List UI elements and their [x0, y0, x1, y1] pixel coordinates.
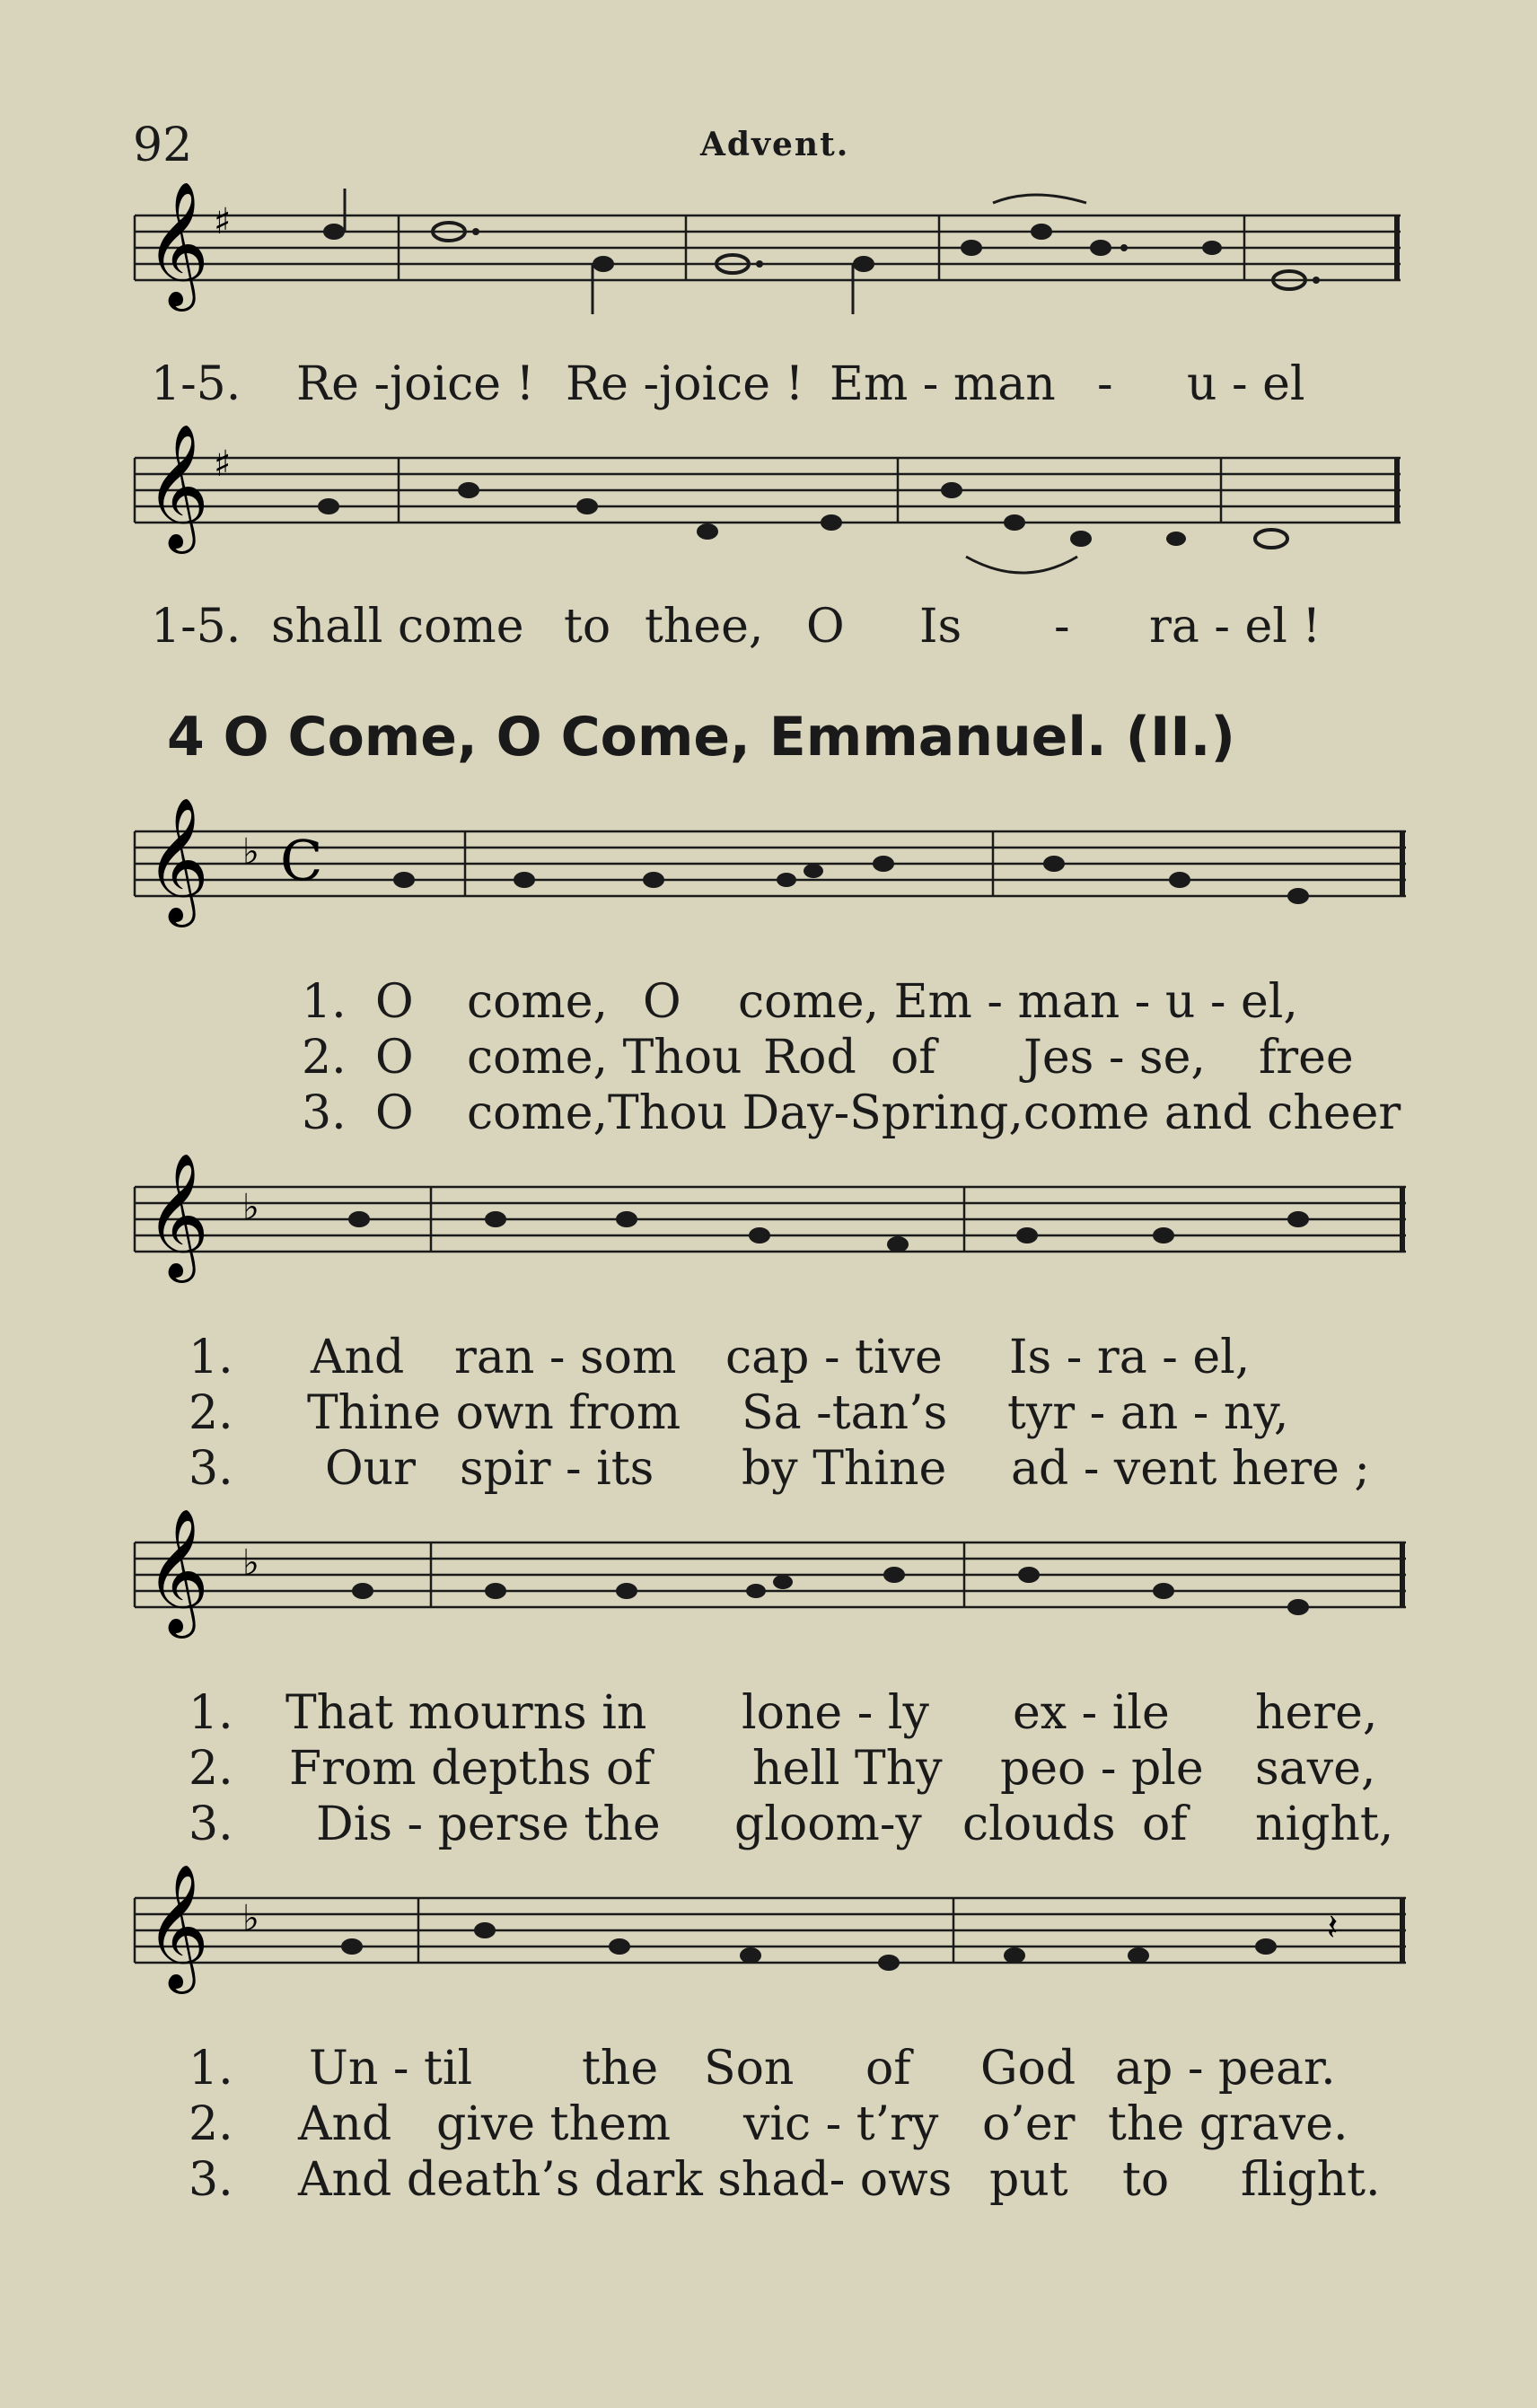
verse-number: 2. — [189, 1742, 233, 1796]
verse-number: 3. — [189, 1797, 233, 1851]
lyric-syllable: Rod — [763, 1031, 856, 1085]
lyric-syllable: the — [582, 2042, 659, 2096]
hymn-title: 4 O Come, O Come, Emmanuel. (II.) — [167, 706, 1235, 769]
lyric-syllable: Em - man — [830, 357, 1056, 411]
treble-clef-icon: 𝄞 — [145, 1153, 209, 1278]
lyric-syllable: by Thine — [742, 1442, 947, 1496]
lyric-syllable: come, Em - man - u - el, — [738, 975, 1298, 1029]
music-staff-6 — [0, 1857, 1537, 2036]
lyric-syllable: Dis - perse the — [316, 1797, 661, 1851]
running-head: Advent. — [700, 126, 850, 163]
lyric-syllable: flight. — [1241, 2153, 1381, 2207]
lyric-syllable: of — [1142, 1797, 1188, 1851]
sharp-icon: ♯ — [214, 201, 232, 242]
lyric-syllable: ran - som — [454, 1331, 677, 1384]
rest-icon: 𝄽 — [1327, 1907, 1339, 1948]
lyric-syllable: God — [980, 2042, 1076, 2096]
lyric-syllable: O — [375, 975, 414, 1029]
verse-number: 2. — [189, 1386, 233, 1440]
sharp-icon: ♯ — [214, 444, 232, 485]
flat-icon: ♭ — [242, 1898, 259, 1939]
treble-clef-icon: 𝄞 — [145, 1864, 209, 1989]
lyric-syllable: ex - ile — [1013, 1686, 1170, 1740]
lyric-syllable: vic - t’ry — [743, 2097, 939, 2151]
music-staff-5 — [0, 1501, 1537, 1681]
lyric-syllable: From depths of — [289, 1742, 652, 1796]
music-staff-1 — [0, 180, 1537, 359]
lyric-syllable: Is — [919, 600, 962, 654]
lyric-syllable: put — [989, 2153, 1068, 2207]
lyric-syllable: Our — [325, 1442, 416, 1496]
lyric-syllable: ra - el ! — [1149, 600, 1322, 654]
verse-number: 1. — [189, 1331, 233, 1384]
treble-clef-icon: 𝄞 — [145, 1508, 209, 1633]
flat-icon: ♭ — [242, 831, 259, 873]
lyric-syllable: And death’s dark shad- ows — [298, 2153, 953, 2207]
lyric-syllable: save, — [1255, 1742, 1376, 1796]
lyric-syllable: O — [806, 600, 845, 654]
lyric-syllable: to — [564, 600, 611, 654]
lyric-syllable: Jes - se, — [1023, 1031, 1206, 1085]
lyric-syllable: Sa -tan’s — [742, 1386, 948, 1440]
lyric-syllable: O — [643, 975, 681, 1029]
lyric-syllable: u - el — [1187, 357, 1305, 411]
lyric-syllable: ad - vent here ; — [1011, 1442, 1370, 1496]
lyric-syllable: And — [311, 1331, 405, 1384]
lyric-syllable: of — [891, 1031, 936, 1085]
verse-number: 2. — [302, 1031, 347, 1085]
lyric-syllable: And — [298, 2097, 392, 2151]
lyric-syllable: tyr - an - ny, — [1007, 1386, 1289, 1440]
verse-number: 1. — [189, 2042, 233, 2096]
lyric-syllable: Re -joice ! — [296, 357, 535, 411]
verse-number: 1. — [189, 1686, 233, 1740]
lyric-syllable: o’er — [982, 2097, 1076, 2151]
lyric-syllable: Re -joice ! — [566, 357, 804, 411]
music-staff-3 — [0, 790, 1537, 970]
treble-clef-icon: 𝄞 — [145, 797, 209, 922]
page-number: 92 — [133, 119, 193, 172]
common-time-icon: C — [280, 828, 323, 893]
verse-number: 3. — [302, 1086, 347, 1140]
lyric-syllable: O — [375, 1031, 414, 1085]
verse-number: 1. — [302, 975, 347, 1029]
treble-clef-icon: 𝄞 — [145, 424, 209, 549]
lyric-syllable: shall come — [271, 600, 524, 654]
flat-icon: ♭ — [242, 1187, 259, 1228]
lyric-syllable: come,Thou Day-Spring,come and cheer — [467, 1086, 1401, 1140]
lyric-syllable: O — [375, 1086, 414, 1140]
lyric-syllable: Un - til — [309, 2042, 473, 2096]
lyric-syllable: the grave. — [1108, 2097, 1348, 2151]
lyric-syllable: to — [1122, 2153, 1170, 2207]
lyric-syllable: here, — [1255, 1686, 1378, 1740]
music-staff-4 — [0, 1146, 1537, 1325]
lyric-syllable: gloom-y — [734, 1797, 922, 1851]
verse-number: 3. — [189, 2153, 233, 2207]
lyric-syllable: 1-5. — [151, 357, 242, 411]
lyric-syllable: lone - ly — [742, 1686, 929, 1740]
lyric-syllable: ap - pear. — [1115, 2042, 1336, 2096]
lyric-syllable: come, Thou — [467, 1031, 742, 1085]
lyric-syllable: peo - ple — [1000, 1742, 1204, 1796]
flat-icon: ♭ — [242, 1542, 259, 1584]
lyric-syllable: free — [1259, 1031, 1354, 1085]
treble-clef-icon: 𝄞 — [145, 181, 209, 306]
lyric-syllable: come, — [467, 975, 609, 1029]
verse-number: 2. — [189, 2097, 233, 2151]
lyric-syllable: Thine own from — [307, 1386, 681, 1440]
lyric-syllable: clouds — [962, 1797, 1116, 1851]
lyric-syllable: night, — [1255, 1797, 1394, 1851]
lyric-syllable: - — [1097, 357, 1113, 411]
lyric-syllable: That mourns in — [285, 1686, 647, 1740]
lyric-syllable: Son — [704, 2042, 795, 2096]
lyric-syllable: give them — [436, 2097, 672, 2151]
verse-number: 3. — [189, 1442, 233, 1496]
lyric-syllable: cap - tive — [725, 1331, 943, 1384]
lyric-syllable: Is - ra - el, — [1009, 1331, 1251, 1384]
music-staff-2 — [0, 422, 1537, 602]
lyric-syllable: of — [865, 2042, 911, 2096]
lyric-syllable: thee, — [645, 600, 764, 654]
lyric-syllable: - — [1054, 600, 1070, 654]
lyric-syllable: spir - its — [460, 1442, 654, 1496]
lyric-syllable: 1-5. — [151, 600, 242, 654]
lyric-syllable: hell Thy — [752, 1742, 943, 1796]
